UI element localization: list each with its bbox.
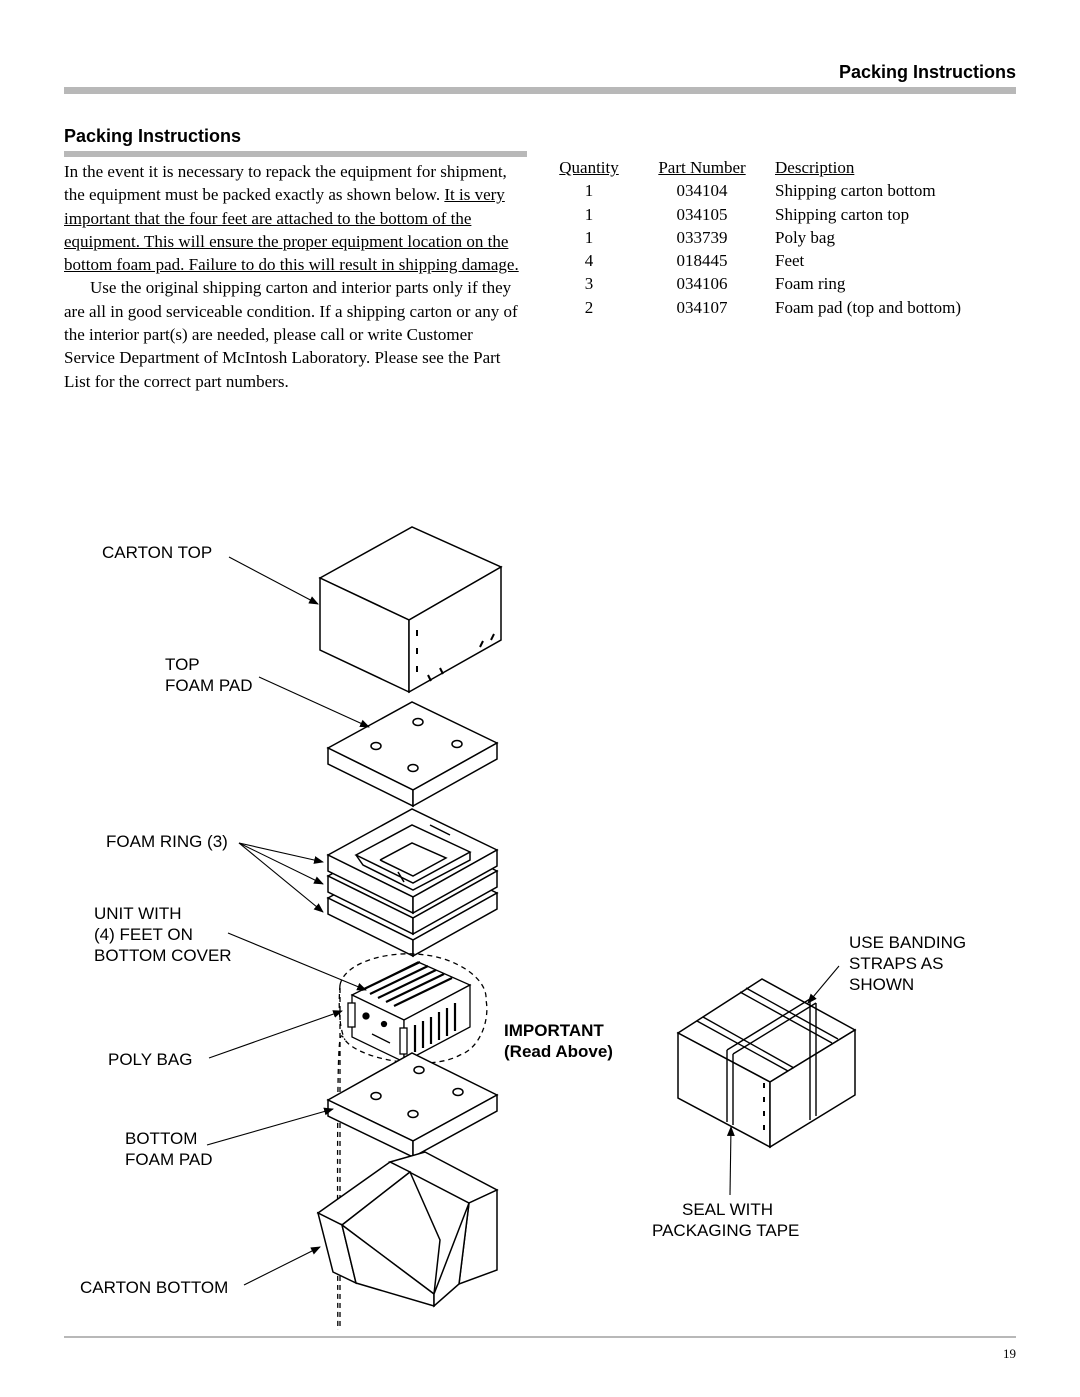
paragraph-original-carton: Use the original shipping carton and interior parts only if they are all in good serviceable condition. If a shipping carton or any of the interior part(s) are needed, please call or write Customer Service Department of McIntosh Laboratory. Please see the Part List for the correct part numbers. <box>64 278 518 391</box>
foam-rings-drawing <box>328 809 497 956</box>
label-top-foam-pad-line2: FOAM PAD <box>165 676 253 695</box>
label-banding-line2: STRAPS AS <box>849 954 944 973</box>
header-description: Description <box>775 158 855 177</box>
table-row <box>548 181 1005 204</box>
label-unit-line3: BOTTOM COVER <box>94 946 232 965</box>
quantity-cell: 4 <box>584 251 594 271</box>
label-bottom-foam-pad-line1: BOTTOM <box>125 1129 198 1148</box>
section-rule <box>64 151 527 157</box>
header-quantity: Quantity <box>559 158 619 177</box>
label-seal-line2: PACKAGING TAPE <box>652 1221 800 1240</box>
part-number-cell: 018445 <box>676 251 728 271</box>
description-cell: Shipping carton bottom <box>775 181 936 201</box>
paragraph-repack <box>64 160 527 276</box>
quantity-cell: 3 <box>584 274 594 294</box>
part-number-cell: 034104 <box>676 181 728 201</box>
table-row <box>548 228 1005 251</box>
section-title: Packing Instructions <box>64 126 242 146</box>
quantity-cell: 1 <box>584 227 594 247</box>
description-cell: Shipping carton top <box>775 204 910 224</box>
label-carton-top: CARTON TOP <box>102 543 213 562</box>
label-banding-line3: SHOWN <box>849 975 915 994</box>
carton-top-drawing <box>320 527 501 692</box>
part-number-cell: 034107 <box>676 297 728 317</box>
page-number: 19 <box>1003 1346 1016 1361</box>
label-foam-ring: FOAM RING (3) <box>106 832 228 851</box>
header-rule <box>64 87 1016 94</box>
label-seal-line1: SEAL WITH <box>682 1200 773 1219</box>
carton-bottom-drawing <box>318 1152 497 1306</box>
bottom-foam-pad-drawing <box>328 1053 497 1157</box>
description-cell: Feet <box>775 251 805 271</box>
label-carton-bottom: CARTON BOTTOM <box>80 1278 229 1297</box>
paragraph-repack-plain: In the event it is necessary to repack the equipment for shipment, the equipment must be packed exactly as shown below. <box>64 162 507 205</box>
footer-rule <box>64 1336 1016 1338</box>
label-important: IMPORTANT <box>504 1021 604 1040</box>
table-row <box>548 251 1005 274</box>
description-cell: Foam pad (top and bottom) <box>775 297 962 317</box>
leader-lines <box>207 557 839 1285</box>
table-row <box>548 298 1005 321</box>
label-unit-line1: UNIT WITH <box>94 904 182 923</box>
table-row <box>548 205 1005 228</box>
description-cell: Foam ring <box>775 274 846 294</box>
running-header-title: Packing Instructions <box>838 62 1016 82</box>
part-number-cell: 034105 <box>676 204 728 224</box>
sealed-carton-drawing <box>678 979 855 1147</box>
label-bottom-foam-pad-line2: FOAM PAD <box>125 1150 213 1169</box>
quantity-cell: 2 <box>584 297 594 317</box>
unit-drawing <box>348 962 470 1070</box>
description-cell: Poly bag <box>775 227 835 247</box>
part-number-cell: 034106 <box>676 274 728 294</box>
packing-diagram <box>0 500 1080 1330</box>
label-banding-line1: USE BANDING <box>849 933 967 952</box>
paragraph-repack-warning: It is very important that the four feet are attached to the bottom of the equipment. This will ensure the proper equipment location on the bottom foam pad. Failure to do this will result in shipping damage. <box>64 185 519 275</box>
intro-text <box>64 160 527 393</box>
parts-table <box>548 158 1005 321</box>
top-foam-pad-drawing <box>328 702 497 806</box>
label-unit-line2: (4) FEET ON <box>94 925 193 944</box>
part-number-cell: 033739 <box>676 227 728 247</box>
table-header-row <box>548 158 1005 181</box>
label-top-foam-pad-line1: TOP <box>165 655 200 674</box>
label-read-above: (Read Above) <box>504 1042 613 1061</box>
header-part-number: Part Number <box>658 158 746 177</box>
quantity-cell: 1 <box>584 181 594 201</box>
table-row <box>548 274 1005 297</box>
quantity-cell: 1 <box>584 204 594 224</box>
label-poly-bag: POLY BAG <box>108 1050 193 1069</box>
